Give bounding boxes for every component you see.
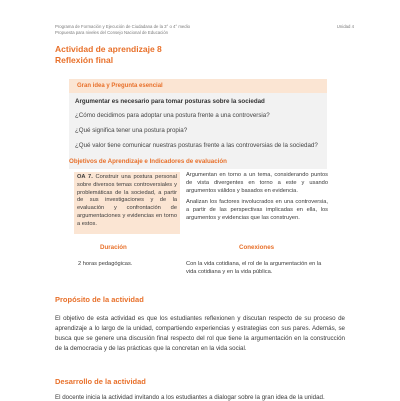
duration-heading: Duración [100,244,127,251]
big-idea-heading: Gran idea y Pregunta esencial [69,79,327,93]
essential-question-1: ¿Cómo decidimos para adoptar una postura frente a una controversia? [75,112,270,119]
header-line-1: Programa de Formación y Ejecución de Ciudadana de la 3° o 4° medio [55,24,191,29]
oa-text: Construir una postura personal sobre diversos temas controversiales y problemáticas de la sociedad, a partir de sus investigaciones y de la evaluación y confrontación de argumentaciones y evidencias en torno a estos. [77,174,177,227]
header-line-2: Propuesta para niveles del Consejo Nacional de Educación [55,30,168,35]
big-idea-box [69,79,327,169]
essential-question-2: ¿Qué significa tener una postura propia? [75,127,188,134]
big-idea-main: Argumentar es necesario para tomar posturas sobre la sociedad [75,98,265,105]
page-header [55,24,370,36]
activity-title-line-2: Reflexión final [55,55,114,65]
essential-question-3: ¿Qué valor tiene comunicar nuestras posturas frente a las controversias de la sociedad? [75,142,318,149]
activity-title [55,44,162,66]
duration-value: 2 horas pedagógicas. [78,261,133,267]
header-unit: Unidad 4 [336,24,354,29]
oa-code: OA 7. [77,174,93,180]
purpose-heading: Propósito de la actividad [55,295,144,304]
objectives-heading: Objetivos de Aprendizaje e Indicadores de evaluación [69,158,227,165]
connections-value: Con la vida cotidiana, el rol de la argumentación en la vida cotidiana y en la vida pública. [186,261,322,275]
indicator-2: Analizan los factores involucrados en una controversia, a partir de las perspectivas implicadas en ella, los argumentos y evidencias que las construyen. [186,199,328,221]
development-text: El docente inicia la actividad invitando a los estudiantes a dialogar sobre la gran idea de la unidad. [55,394,325,401]
indicator-1: Argumentan en torno a un tema, considerando puntos de vista divergentes en torno a este y usando argumentos válidos y basados en evidencia. [186,172,328,194]
indicators [186,172,328,227]
oa-box [74,172,180,234]
development-heading: Desarrollo de la actividad [55,377,146,386]
connections-heading: Conexiones [239,244,275,251]
activity-title-line-1: Actividad de aprendizaje 8 [55,44,162,54]
purpose-text: El objetivo de esta actividad es que los estudiantes reflexionen y discutan respecto de su proceso de aprendizaje a lo largo de la unidad, compartiendo experiencias y estrategias con sus pares. Además, se busca que se genere una discusión final respecto del rol que tiene la argumentación en la construcción de la democracia y de las prácticas que la concretan en la vida social. [55,315,345,352]
